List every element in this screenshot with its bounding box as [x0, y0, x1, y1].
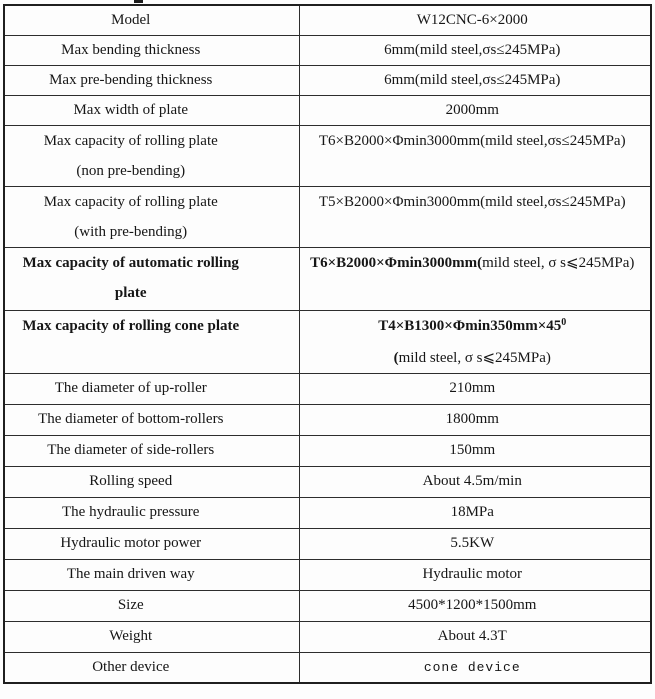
spec-label-line1: Max capacity of automatic rolling	[22, 254, 239, 271]
spec-label: The main driven way	[4, 559, 299, 590]
spec-label-line2: (with pre-bending)	[74, 223, 188, 240]
spec-label: The diameter of side-rollers	[4, 435, 299, 466]
table-row-side-rollers-diameter	[4, 435, 651, 466]
spec-label: Weight	[4, 621, 299, 652]
spec-label: Hydraulic motor power	[4, 528, 299, 559]
spec-value: About 4.5m/min	[299, 466, 651, 497]
superscript-zero: 0	[561, 316, 567, 328]
spec-value: 210mm	[299, 373, 651, 404]
table-row-hydraulic-pressure	[4, 497, 651, 528]
spec-label: Model	[4, 5, 299, 35]
spec-value: 2000mm	[299, 95, 651, 125]
spec-value: 6mm(mild steel,σs≤245MPa)	[299, 65, 651, 95]
spec-label: Max bending thickness	[4, 35, 299, 65]
spec-value: T6×B2000×Φmin3000mm(mild steel,σs≤245MPa)	[299, 125, 651, 186]
cropped-text-fragment	[134, 0, 143, 3]
spec-label: Max capacity of rolling cone plate	[4, 310, 299, 373]
spec-value-line1	[305, 311, 641, 343]
spec-value: cone device	[299, 652, 651, 683]
spec-value: 1800mm	[299, 404, 651, 435]
table-row-model	[4, 5, 651, 35]
spec-value: 5.5KW	[299, 528, 651, 559]
spec-value: About 4.3T	[299, 621, 651, 652]
table-row-capacity-with-pre-bending	[4, 186, 651, 247]
table-row-max-width-of-plate	[4, 95, 651, 125]
table-row-capacity-rolling-cone-plate	[4, 310, 651, 373]
table-row-other-device	[4, 652, 651, 683]
spec-value: 6mm(mild steel,σs≤245MPa)	[299, 35, 651, 65]
table-row-capacity-non-pre-bending	[4, 125, 651, 186]
spec-label: Other device	[4, 652, 299, 683]
table-row-hydraulic-motor-power	[4, 528, 651, 559]
spec-value: Hydraulic motor	[299, 559, 651, 590]
spec-value-line1-bold: T4×B1300×Φmin350mm×45	[378, 317, 562, 334]
spec-value: 150mm	[299, 435, 651, 466]
table-row-rolling-speed	[4, 466, 651, 497]
table-row-capacity-automatic-rolling	[4, 247, 651, 310]
spec-value: T5×B2000×Φmin3000mm(mild steel,σs≤245MPa)	[299, 186, 651, 247]
spec-label: The diameter of bottom-rollers	[4, 404, 299, 435]
table-row-bottom-rollers-diameter	[4, 404, 651, 435]
spec-label: Rolling speed	[4, 466, 299, 497]
spec-label-line2: (non pre-bending)	[76, 162, 186, 179]
table-row-max-pre-bending-thickness	[4, 65, 651, 95]
spec-value: 18MPa	[299, 497, 651, 528]
table-row-up-roller-diameter	[4, 373, 651, 404]
spec-value-bold-part: T6×B2000×Φmin3000mm(	[310, 254, 483, 271]
spec-value-line2-bold: (	[393, 349, 399, 366]
table-row-weight	[4, 621, 651, 652]
specification-table	[3, 4, 652, 684]
table-row-main-driven-way	[4, 559, 651, 590]
spec-value: W12CNC-6×2000	[299, 5, 651, 35]
spec-value-line2-regular: mild steel, σ s⩽245MPa)	[398, 349, 551, 366]
spec-label-line1: Max capacity of rolling plate	[43, 132, 218, 149]
table-row-size	[4, 590, 651, 621]
spec-label: Size	[4, 590, 299, 621]
spec-value	[299, 310, 651, 373]
spec-label: Max pre-bending thickness	[4, 65, 299, 95]
spec-label-line2: plate	[114, 284, 147, 301]
spec-label: Max width of plate	[4, 95, 299, 125]
spec-label	[4, 125, 299, 186]
spec-label-line1: Max capacity of rolling plate	[43, 193, 218, 210]
spec-label	[4, 247, 299, 310]
spec-value	[299, 247, 651, 310]
spec-label: The hydraulic pressure	[4, 497, 299, 528]
spec-label: The diameter of up-roller	[4, 373, 299, 404]
table-row-max-bending-thickness	[4, 35, 651, 65]
spec-label	[4, 186, 299, 247]
spec-value-regular-part: mild steel, σ s⩽245MPa)	[482, 254, 635, 271]
spec-value-line2	[305, 343, 641, 373]
spec-value: 4500*1200*1500mm	[299, 590, 651, 621]
